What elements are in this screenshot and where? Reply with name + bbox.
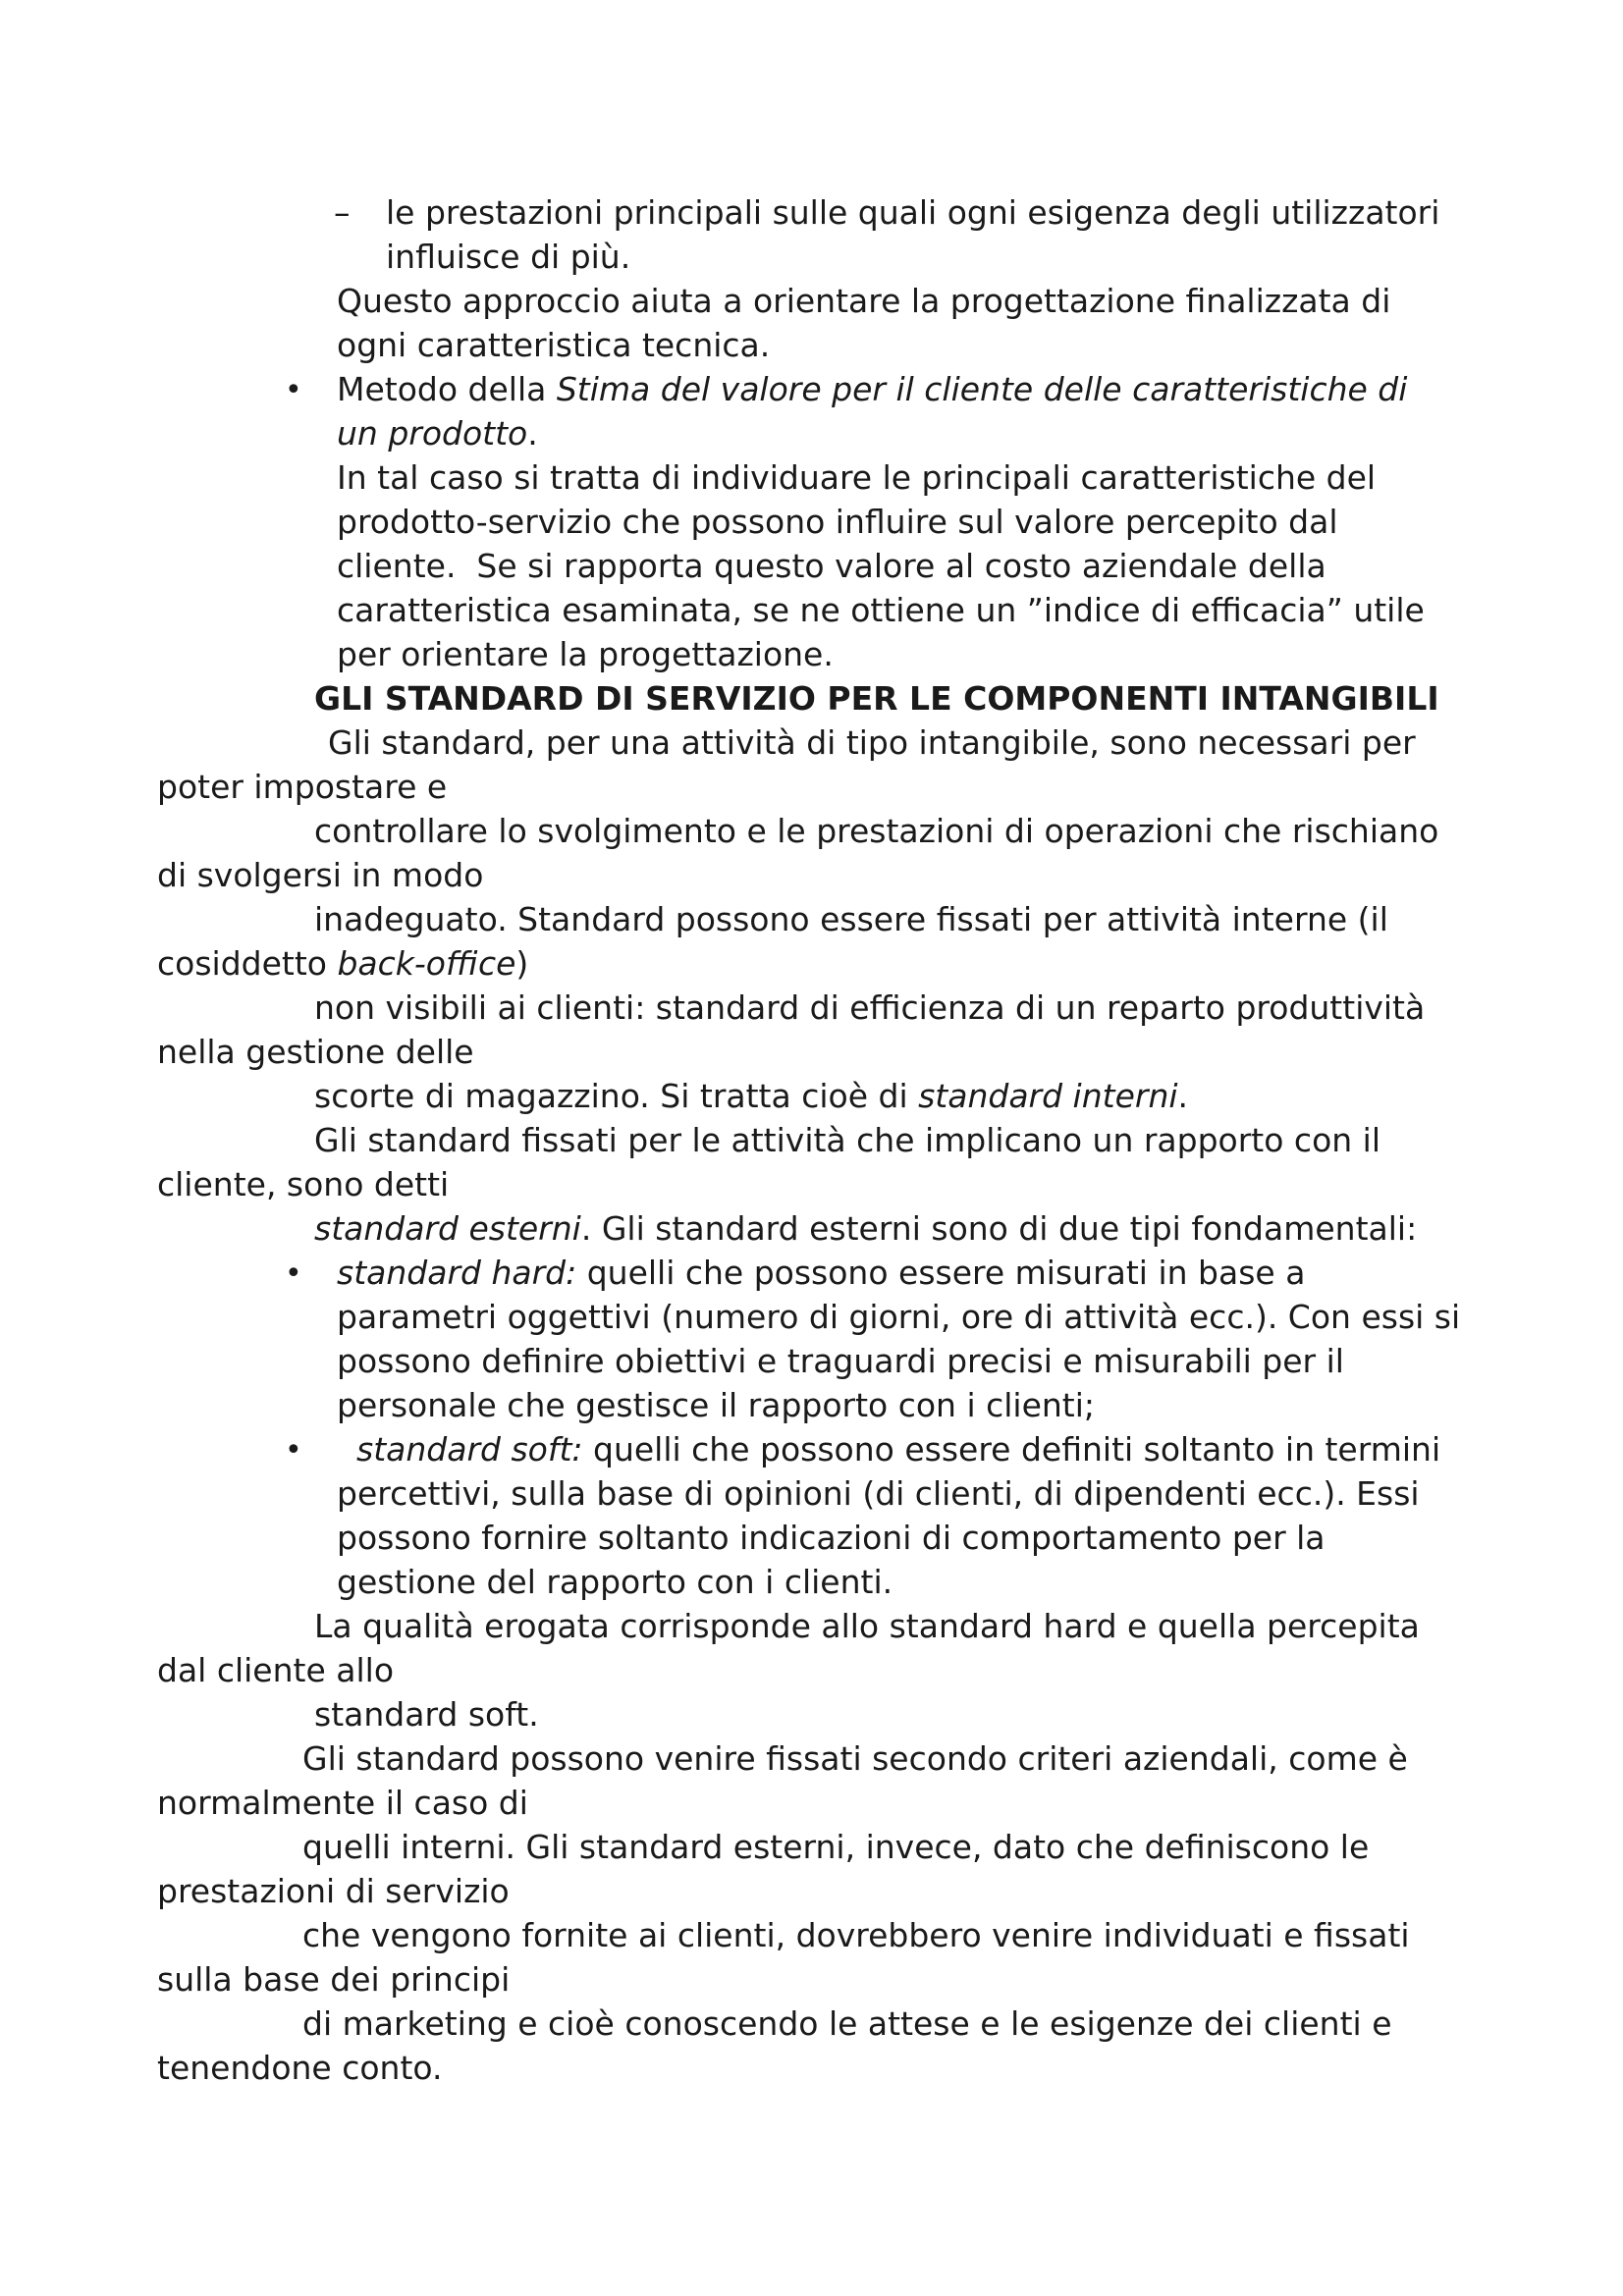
text-line: standard esterni. Gli standard esterni sono di due tipi fondamentali: [314, 1209, 1418, 1248]
text-line: standard soft. [314, 1695, 539, 1734]
text-line: cliente. Se si rapporta questo valore al costo aziendale della [337, 547, 1326, 585]
text-line: poter impostare e [157, 768, 448, 806]
text-line: cosiddetto back-office) [157, 944, 529, 983]
text-line: prodotto-servizio che possono influire sul valore percepito dal [337, 503, 1338, 541]
text-line: normalmente il caso di [157, 1784, 528, 1822]
text-line: prestazioni di servizio [157, 1872, 510, 1910]
text-line: gestione del rapporto con i clienti. [337, 1563, 893, 1601]
text-line: che vengono fornite ai clienti, dovrebbero venire individuati e fissati [302, 1916, 1410, 1954]
dash-bullet: – [334, 193, 351, 232]
text-line: di marketing e cioè conoscendo le attese e le esigenze dei clienti e [302, 2004, 1392, 2043]
section-heading: GLI STANDARD DI SERVIZIO PER LE COMPONENTI INTANGIBILI [314, 679, 1439, 718]
text-line: nella gestione delle [157, 1033, 474, 1071]
text-line: ogni caratteristica tecnica. [337, 326, 771, 364]
text-line: possono definire obiettivi e traguardi precisi e misurabili per il [337, 1342, 1344, 1380]
dot-bullet: • [285, 1433, 302, 1468]
text-line: un prodotto. [337, 414, 538, 453]
text-line: personale che gestisce il rapporto con i clienti; [337, 1386, 1096, 1424]
text-line: In tal caso si tratta di individuare le principali caratteristiche del [337, 458, 1377, 497]
text-line: cliente, sono detti [157, 1165, 450, 1203]
text-line: inadeguato. Standard possono essere fissati per attività interne (il [314, 900, 1388, 938]
text-line: sulla base dei principi [157, 1960, 511, 1999]
text-line: le prestazioni principali sulle quali ogni esigenza degli utilizzatori [386, 193, 1440, 232]
text-line: Gli standard possono venire fissati secondo criteri aziendali, come è [302, 1739, 1408, 1778]
text-line: Gli standard fissati per le attività che implicano un rapporto con il [314, 1121, 1381, 1159]
text-line: Metodo della Stima del valore per il cliente delle caratteristiche di [337, 370, 1408, 408]
text-line: di svolgersi in modo [157, 856, 484, 894]
dot-bullet: • [285, 1256, 302, 1291]
text-line: controllare lo svolgimento e le prestazioni di operazioni che rischiano [314, 812, 1439, 850]
text-line: scorte di magazzino. Si tratta cioè di standard interni. [314, 1077, 1189, 1115]
text-line: quelli interni. Gli standard esterni, invece, dato che definiscono le [302, 1828, 1370, 1866]
text-line: per orientare la progettazione. [337, 635, 834, 673]
text-line: caratteristica esaminata, se ne ottiene un ”indice di efficacia” utile [337, 591, 1425, 629]
text-line: Questo approccio aiuta a orientare la progettazione finalizzata di [337, 282, 1391, 320]
text-line: percettivi, sulla base di opinioni (di clienti, di dipendenti ecc.). Essi [337, 1474, 1420, 1513]
text-line: La qualità erogata corrisponde allo standard hard e quella percepita [314, 1607, 1420, 1645]
text-line: parametri oggettivi (numero di giorni, ore di attività ecc.). Con essi si [337, 1298, 1461, 1336]
dot-bullet: • [285, 373, 302, 407]
text-line: influisce di più. [386, 238, 631, 276]
text-line: tenendone conto. [157, 2049, 443, 2087]
text-line: non visibili ai clienti: standard di efficienza di un reparto produttività [314, 988, 1426, 1027]
text-line: standard soft: quelli che possono essere definiti soltanto in termini [356, 1430, 1441, 1468]
text-line: Gli standard, per una attività di tipo intangibile, sono necessari per [328, 723, 1416, 762]
text-line: standard hard: quelli che possono essere misurati in base a [337, 1254, 1306, 1292]
text-line: dal cliente allo [157, 1651, 395, 1689]
text-line: possono fornire soltanto indicazioni di comportamento per la [337, 1519, 1325, 1557]
